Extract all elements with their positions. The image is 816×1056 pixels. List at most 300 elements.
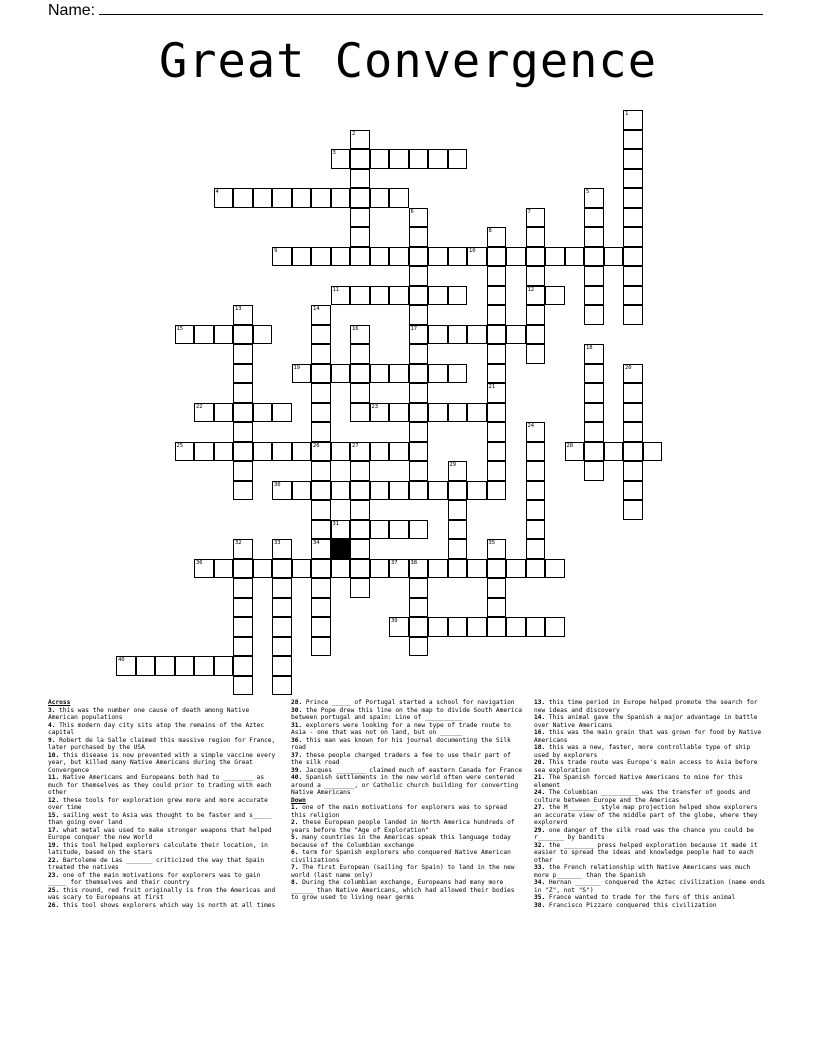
grid-clue-number: 19 xyxy=(293,364,301,371)
grid-cell[interactable] xyxy=(370,403,390,423)
grid-cell[interactable] xyxy=(253,188,273,208)
grid-cell[interactable] xyxy=(331,364,351,384)
grid-cell[interactable] xyxy=(272,617,292,637)
grid-cell[interactable] xyxy=(623,305,643,325)
clue-number: 10. xyxy=(48,751,60,759)
grid-cell[interactable] xyxy=(233,325,253,345)
grid-clue-number: 15 xyxy=(176,325,184,332)
grid-cell[interactable] xyxy=(526,500,546,520)
grid-cell[interactable] xyxy=(467,247,487,267)
clue-text: Hernan _______ conquered the Aztec civilization (name ends in "Z", not "S") xyxy=(534,879,765,894)
clue-text: this tool shows explorers which way is north at all times xyxy=(59,901,276,909)
grid-cell[interactable] xyxy=(233,637,253,657)
grid-cell[interactable] xyxy=(233,656,253,676)
grid-cell[interactable] xyxy=(487,403,507,423)
grid-cell[interactable] xyxy=(448,520,468,540)
grid-cell[interactable] xyxy=(623,266,643,286)
grid-cell[interactable] xyxy=(584,442,604,462)
grid-cell[interactable] xyxy=(311,364,331,384)
grid-cell[interactable] xyxy=(448,539,468,559)
grid-cell[interactable] xyxy=(428,559,448,579)
grid-cell[interactable] xyxy=(584,227,604,247)
grid-cell[interactable] xyxy=(370,247,390,267)
grid-cell[interactable] xyxy=(584,188,604,208)
grid-cell[interactable] xyxy=(194,442,214,462)
grid-cell[interactable] xyxy=(409,520,429,540)
grid-cell[interactable] xyxy=(487,227,507,247)
grid-cell[interactable] xyxy=(233,578,253,598)
grid-cell[interactable] xyxy=(584,461,604,481)
grid-cell[interactable] xyxy=(467,481,487,501)
grid-cell[interactable] xyxy=(175,442,195,462)
grid-cell[interactable] xyxy=(214,325,234,345)
grid-cell[interactable] xyxy=(350,344,370,364)
grid-cell[interactable] xyxy=(448,461,468,481)
grid-cell[interactable] xyxy=(545,247,565,267)
grid-cell[interactable] xyxy=(370,188,390,208)
grid-cell[interactable] xyxy=(623,442,643,462)
grid-cell[interactable] xyxy=(623,227,643,247)
grid-cell[interactable] xyxy=(233,364,253,384)
grid-clue-number: 2 xyxy=(352,130,356,137)
grid-cell[interactable] xyxy=(331,442,351,462)
grid-cell[interactable] xyxy=(350,578,370,598)
grid-cell[interactable] xyxy=(409,208,429,228)
grid-cell[interactable] xyxy=(194,403,214,423)
grid-cell[interactable] xyxy=(584,305,604,325)
clue-number: 29. xyxy=(534,826,546,834)
clue-number: 9. xyxy=(48,736,56,744)
grid-cell[interactable] xyxy=(272,247,292,267)
grid-cell[interactable] xyxy=(526,520,546,540)
grid-cell[interactable] xyxy=(389,481,409,501)
grid-cell[interactable] xyxy=(623,130,643,150)
grid-cell[interactable] xyxy=(272,403,292,423)
grid-cell[interactable] xyxy=(272,656,292,676)
grid-cell[interactable] xyxy=(370,364,390,384)
grid-cell[interactable] xyxy=(604,247,624,267)
grid-cell[interactable] xyxy=(311,539,331,559)
grid-cell[interactable] xyxy=(545,559,565,579)
grid-cell[interactable] xyxy=(194,559,214,579)
grid-cell[interactable] xyxy=(623,500,643,520)
grid-cell[interactable] xyxy=(467,403,487,423)
grid-cell[interactable] xyxy=(623,383,643,403)
grid-cell[interactable] xyxy=(350,403,370,423)
grid-cell[interactable] xyxy=(331,520,351,540)
grid-cell[interactable] xyxy=(584,286,604,306)
grid-cell[interactable] xyxy=(409,442,429,462)
grid-cell[interactable] xyxy=(584,344,604,364)
grid-cell[interactable] xyxy=(448,617,468,637)
grid-cell[interactable] xyxy=(428,403,448,423)
grid-cell[interactable] xyxy=(584,422,604,442)
grid-cell[interactable] xyxy=(526,325,546,345)
grid-cell[interactable] xyxy=(350,208,370,228)
grid-cell[interactable] xyxy=(311,344,331,364)
grid-cell[interactable] xyxy=(233,403,253,423)
grid-cell[interactable] xyxy=(526,344,546,364)
grid-cell[interactable] xyxy=(487,578,507,598)
grid-cell[interactable] xyxy=(311,637,331,657)
grid-cell[interactable] xyxy=(233,539,253,559)
grid-cell[interactable] xyxy=(311,598,331,618)
grid-cell[interactable] xyxy=(623,188,643,208)
grid-cell[interactable] xyxy=(350,169,370,189)
grid-cell[interactable] xyxy=(623,461,643,481)
clue-number: 11. xyxy=(48,774,60,781)
grid-cell[interactable] xyxy=(331,286,351,306)
grid-cell[interactable] xyxy=(311,403,331,423)
grid-cell[interactable] xyxy=(311,442,331,462)
clue-item xyxy=(48,887,280,902)
grid-cell[interactable] xyxy=(331,188,351,208)
grid-cell[interactable] xyxy=(448,286,468,306)
grid-cell[interactable] xyxy=(155,656,175,676)
grid-cell[interactable] xyxy=(487,344,507,364)
grid-cell[interactable] xyxy=(584,383,604,403)
grid-cell[interactable] xyxy=(233,481,253,501)
grid-cell[interactable] xyxy=(506,617,526,637)
grid-cell[interactable] xyxy=(311,422,331,442)
grid-cell[interactable] xyxy=(428,325,448,345)
grid-clue-number: 3 xyxy=(332,150,336,156)
grid-cell[interactable] xyxy=(448,559,468,579)
grid-cell[interactable] xyxy=(526,461,546,481)
clue-item xyxy=(534,864,766,879)
grid-cell[interactable] xyxy=(233,188,253,208)
grid-cell[interactable] xyxy=(311,188,331,208)
grid-cell[interactable] xyxy=(389,149,409,169)
grid-cell[interactable] xyxy=(428,286,448,306)
grid-cell[interactable] xyxy=(623,149,643,169)
grid-cell[interactable] xyxy=(487,481,507,501)
grid-cell[interactable] xyxy=(233,598,253,618)
grid-cell[interactable] xyxy=(623,481,643,501)
grid-cell[interactable] xyxy=(487,559,507,579)
grid-cell[interactable] xyxy=(350,325,370,345)
grid-cell[interactable] xyxy=(350,383,370,403)
grid-cell[interactable] xyxy=(214,403,234,423)
grid-cell[interactable] xyxy=(428,247,448,267)
grid-cell[interactable] xyxy=(233,305,253,325)
clue-number: 27. xyxy=(534,804,546,811)
grid-cell[interactable] xyxy=(233,383,253,403)
grid-cell[interactable] xyxy=(370,149,390,169)
grid-cell[interactable] xyxy=(292,364,312,384)
grid-cell[interactable] xyxy=(311,383,331,403)
clue-text: one danger of the silk road was the chance you could be r_______ by bandits xyxy=(534,826,754,841)
grid-cell[interactable] xyxy=(350,247,370,267)
grid-cell[interactable] xyxy=(350,520,370,540)
grid-cell[interactable] xyxy=(389,247,409,267)
grid-cell[interactable] xyxy=(526,442,546,462)
grid-cell[interactable] xyxy=(526,286,546,306)
grid-cell[interactable] xyxy=(409,637,429,657)
grid-cell[interactable] xyxy=(214,442,234,462)
grid-cell[interactable] xyxy=(623,169,643,189)
grid-cell[interactable] xyxy=(448,325,468,345)
grid-cell[interactable] xyxy=(409,598,429,618)
grid-cell[interactable] xyxy=(545,286,565,306)
grid-cell[interactable] xyxy=(623,208,643,228)
grid-cell[interactable] xyxy=(194,656,214,676)
grid-cell[interactable] xyxy=(350,500,370,520)
grid-cell[interactable] xyxy=(526,266,546,286)
grid-cell[interactable] xyxy=(350,149,370,169)
grid-cell[interactable] xyxy=(584,266,604,286)
grid-cell[interactable] xyxy=(370,286,390,306)
grid-cell[interactable] xyxy=(175,325,195,345)
grid-cell[interactable] xyxy=(389,286,409,306)
grid-cell[interactable] xyxy=(467,559,487,579)
grid-clue-number: 10 xyxy=(469,247,476,254)
grid-cell[interactable] xyxy=(370,481,390,501)
clue-text: this tool helped explorers calculate their location, in latitude, based on the stars xyxy=(48,841,268,856)
grid-cell[interactable] xyxy=(350,364,370,384)
grid-cell[interactable] xyxy=(448,149,468,169)
grid-cell[interactable] xyxy=(487,383,507,403)
grid-cell[interactable] xyxy=(233,422,253,442)
grid-cell[interactable] xyxy=(350,286,370,306)
grid-cell[interactable] xyxy=(409,266,429,286)
grid-cell[interactable] xyxy=(292,188,312,208)
grid-cell[interactable] xyxy=(506,325,526,345)
grid-cell[interactable] xyxy=(311,305,331,325)
grid-cell[interactable] xyxy=(467,617,487,637)
grid-cell[interactable] xyxy=(311,247,331,267)
clue-item xyxy=(534,827,766,842)
grid-cell[interactable] xyxy=(409,364,429,384)
clue-text: many countries in the Americas speak this language today because of the Columbian exchange xyxy=(291,834,511,849)
grid-cell[interactable] xyxy=(272,481,292,501)
grid-cell[interactable] xyxy=(233,559,253,579)
grid-cell[interactable] xyxy=(253,403,273,423)
grid-cell[interactable] xyxy=(233,617,253,637)
grid-cell[interactable] xyxy=(292,442,312,462)
grid-cell[interactable] xyxy=(292,247,312,267)
clue-number: 3. xyxy=(48,706,56,714)
grid-cell[interactable] xyxy=(409,325,429,345)
grid-cell[interactable] xyxy=(526,481,546,501)
grid-cell[interactable] xyxy=(409,149,429,169)
grid-cell[interactable] xyxy=(584,364,604,384)
grid-cell[interactable] xyxy=(448,364,468,384)
grid-cell[interactable] xyxy=(409,481,429,501)
grid-cell[interactable] xyxy=(487,305,507,325)
clue-number: 12. xyxy=(48,796,60,804)
grid-cell[interactable] xyxy=(409,383,429,403)
grid-cell[interactable] xyxy=(428,364,448,384)
grid-clue-number: 37 xyxy=(391,559,398,566)
grid-clue-number: 23 xyxy=(371,403,379,410)
grid-cell[interactable] xyxy=(350,130,370,150)
grid-cell[interactable] xyxy=(370,559,390,579)
clue-text: Robert de la Salle claimed this massive region for France, later purchased by the USA xyxy=(48,736,276,751)
grid-cell[interactable] xyxy=(526,539,546,559)
grid-cell[interactable] xyxy=(311,461,331,481)
grid-cell[interactable] xyxy=(331,247,351,267)
clue-text: the M________ style map projection helped show explorers an accurate view of the middle part of the globe, where they explorerd xyxy=(534,804,758,826)
grid-clue-number: 29 xyxy=(449,462,457,468)
grid-clue-number: 7 xyxy=(527,208,531,215)
grid-cell[interactable] xyxy=(409,305,429,325)
grid-cell[interactable] xyxy=(584,403,604,423)
grid-cell[interactable] xyxy=(526,422,546,442)
grid-cell[interactable] xyxy=(272,578,292,598)
grid-cell[interactable] xyxy=(448,247,468,267)
grid-cell[interactable] xyxy=(487,422,507,442)
grid-cell[interactable] xyxy=(526,617,546,637)
grid-cell[interactable] xyxy=(272,188,292,208)
grid-cell[interactable] xyxy=(409,422,429,442)
grid-cell[interactable] xyxy=(623,422,643,442)
grid-cell[interactable] xyxy=(409,403,429,423)
grid-cell[interactable] xyxy=(623,364,643,384)
grid-cell[interactable] xyxy=(428,617,448,637)
grid-cell[interactable] xyxy=(253,559,273,579)
grid-cell[interactable] xyxy=(311,520,331,540)
grid-cell[interactable] xyxy=(253,442,273,462)
grid-cell[interactable] xyxy=(389,403,409,423)
grid-cell[interactable] xyxy=(623,286,643,306)
grid-cell[interactable] xyxy=(409,617,429,637)
grid-cell[interactable] xyxy=(350,227,370,247)
grid-cell[interactable] xyxy=(467,325,487,345)
grid-cell[interactable] xyxy=(409,461,429,481)
grid-cell[interactable] xyxy=(565,442,585,462)
grid-cell[interactable] xyxy=(272,637,292,657)
grid-cell[interactable] xyxy=(487,325,507,345)
grid-cell[interactable] xyxy=(409,344,429,364)
grid-cell[interactable] xyxy=(272,442,292,462)
grid-cell[interactable] xyxy=(214,559,234,579)
grid-cell[interactable] xyxy=(526,247,546,267)
clue-number: 24. xyxy=(534,789,546,796)
grid-cell[interactable] xyxy=(350,461,370,481)
grid-cell[interactable] xyxy=(409,227,429,247)
grid-cell[interactable] xyxy=(643,442,663,462)
grid-cell[interactable] xyxy=(311,578,331,598)
grid-cell[interactable] xyxy=(409,559,429,579)
grid-cell[interactable] xyxy=(487,539,507,559)
grid-cell[interactable] xyxy=(487,286,507,306)
grid-cell[interactable] xyxy=(389,442,409,462)
grid-cell[interactable] xyxy=(350,539,370,559)
grid-cell[interactable] xyxy=(584,247,604,267)
grid-cell[interactable] xyxy=(409,286,429,306)
grid-cell[interactable] xyxy=(623,403,643,423)
grid-cell[interactable] xyxy=(409,578,429,598)
grid-cell[interactable] xyxy=(331,481,351,501)
clue-text: these tools for exploration grew more and more accurate over time xyxy=(48,796,268,811)
grid-cell[interactable] xyxy=(526,208,546,228)
grid-cell[interactable] xyxy=(350,188,370,208)
grid-cell[interactable] xyxy=(389,364,409,384)
grid-cell[interactable] xyxy=(233,442,253,462)
grid-cell[interactable] xyxy=(292,559,312,579)
grid-cell[interactable] xyxy=(526,305,546,325)
grid-clue-number: 38 xyxy=(410,559,418,566)
grid-cell[interactable] xyxy=(487,598,507,618)
grid-cell[interactable] xyxy=(370,520,390,540)
grid-cell[interactable] xyxy=(506,247,526,267)
grid-cell[interactable] xyxy=(272,539,292,559)
grid-clue-number: 22 xyxy=(196,403,203,410)
grid-cell[interactable] xyxy=(389,559,409,579)
grid-cell[interactable] xyxy=(272,598,292,618)
grid-cell[interactable] xyxy=(331,149,351,169)
grid-cell[interactable] xyxy=(233,461,253,481)
grid-cell[interactable] xyxy=(389,617,409,637)
grid-cell[interactable] xyxy=(331,559,351,579)
grid-cell[interactable] xyxy=(136,656,156,676)
grid-cell[interactable] xyxy=(604,442,624,462)
grid-cell[interactable] xyxy=(448,481,468,501)
grid-cell[interactable] xyxy=(428,481,448,501)
clue-number: 32. xyxy=(534,841,546,849)
grid-cell[interactable] xyxy=(311,500,331,520)
grid-cell[interactable] xyxy=(311,559,331,579)
grid-cell[interactable] xyxy=(175,656,195,676)
grid-cell[interactable] xyxy=(448,403,468,423)
grid-cell[interactable] xyxy=(428,149,448,169)
grid-cell[interactable] xyxy=(233,344,253,364)
grid-clue-number: 39 xyxy=(391,618,398,624)
grid-clue-number: 16 xyxy=(352,325,359,332)
clue-number: 39. xyxy=(291,766,303,774)
grid-cell[interactable] xyxy=(565,247,585,267)
grid-cell[interactable] xyxy=(487,266,507,286)
clue-item xyxy=(48,752,280,775)
grid-cell[interactable] xyxy=(311,325,331,345)
grid-cell[interactable] xyxy=(253,325,273,345)
grid-cell[interactable] xyxy=(545,617,565,637)
grid-cell[interactable] xyxy=(389,188,409,208)
grid-cell[interactable] xyxy=(233,676,253,696)
grid-cell[interactable] xyxy=(584,208,604,228)
grid-cell[interactable] xyxy=(487,442,507,462)
grid-cell[interactable] xyxy=(487,617,507,637)
grid-cell[interactable] xyxy=(350,481,370,501)
grid-cell[interactable] xyxy=(487,364,507,384)
grid-cell[interactable] xyxy=(623,110,643,130)
grid-cell[interactable] xyxy=(409,247,429,267)
grid-cell[interactable] xyxy=(272,559,292,579)
grid-cell[interactable] xyxy=(506,559,526,579)
grid-cell[interactable] xyxy=(526,559,546,579)
grid-cell[interactable] xyxy=(292,481,312,501)
grid-cell[interactable] xyxy=(214,656,234,676)
grid-cell[interactable] xyxy=(350,559,370,579)
grid-cell[interactable] xyxy=(389,520,409,540)
grid-cell[interactable] xyxy=(116,656,136,676)
grid-cell[interactable] xyxy=(214,188,234,208)
grid-cell[interactable] xyxy=(350,442,370,462)
clue-item xyxy=(291,804,523,819)
grid-cell[interactable] xyxy=(623,247,643,267)
grid-cell[interactable] xyxy=(272,676,292,696)
grid-cell[interactable] xyxy=(194,325,214,345)
grid-cell[interactable] xyxy=(311,481,331,501)
grid-cell[interactable] xyxy=(370,442,390,462)
grid-cell[interactable] xyxy=(448,500,468,520)
grid-cell[interactable] xyxy=(487,247,507,267)
clue-item xyxy=(291,767,523,775)
grid-cell[interactable] xyxy=(526,227,546,247)
grid-cell[interactable] xyxy=(487,461,507,481)
grid-cell[interactable] xyxy=(311,617,331,637)
